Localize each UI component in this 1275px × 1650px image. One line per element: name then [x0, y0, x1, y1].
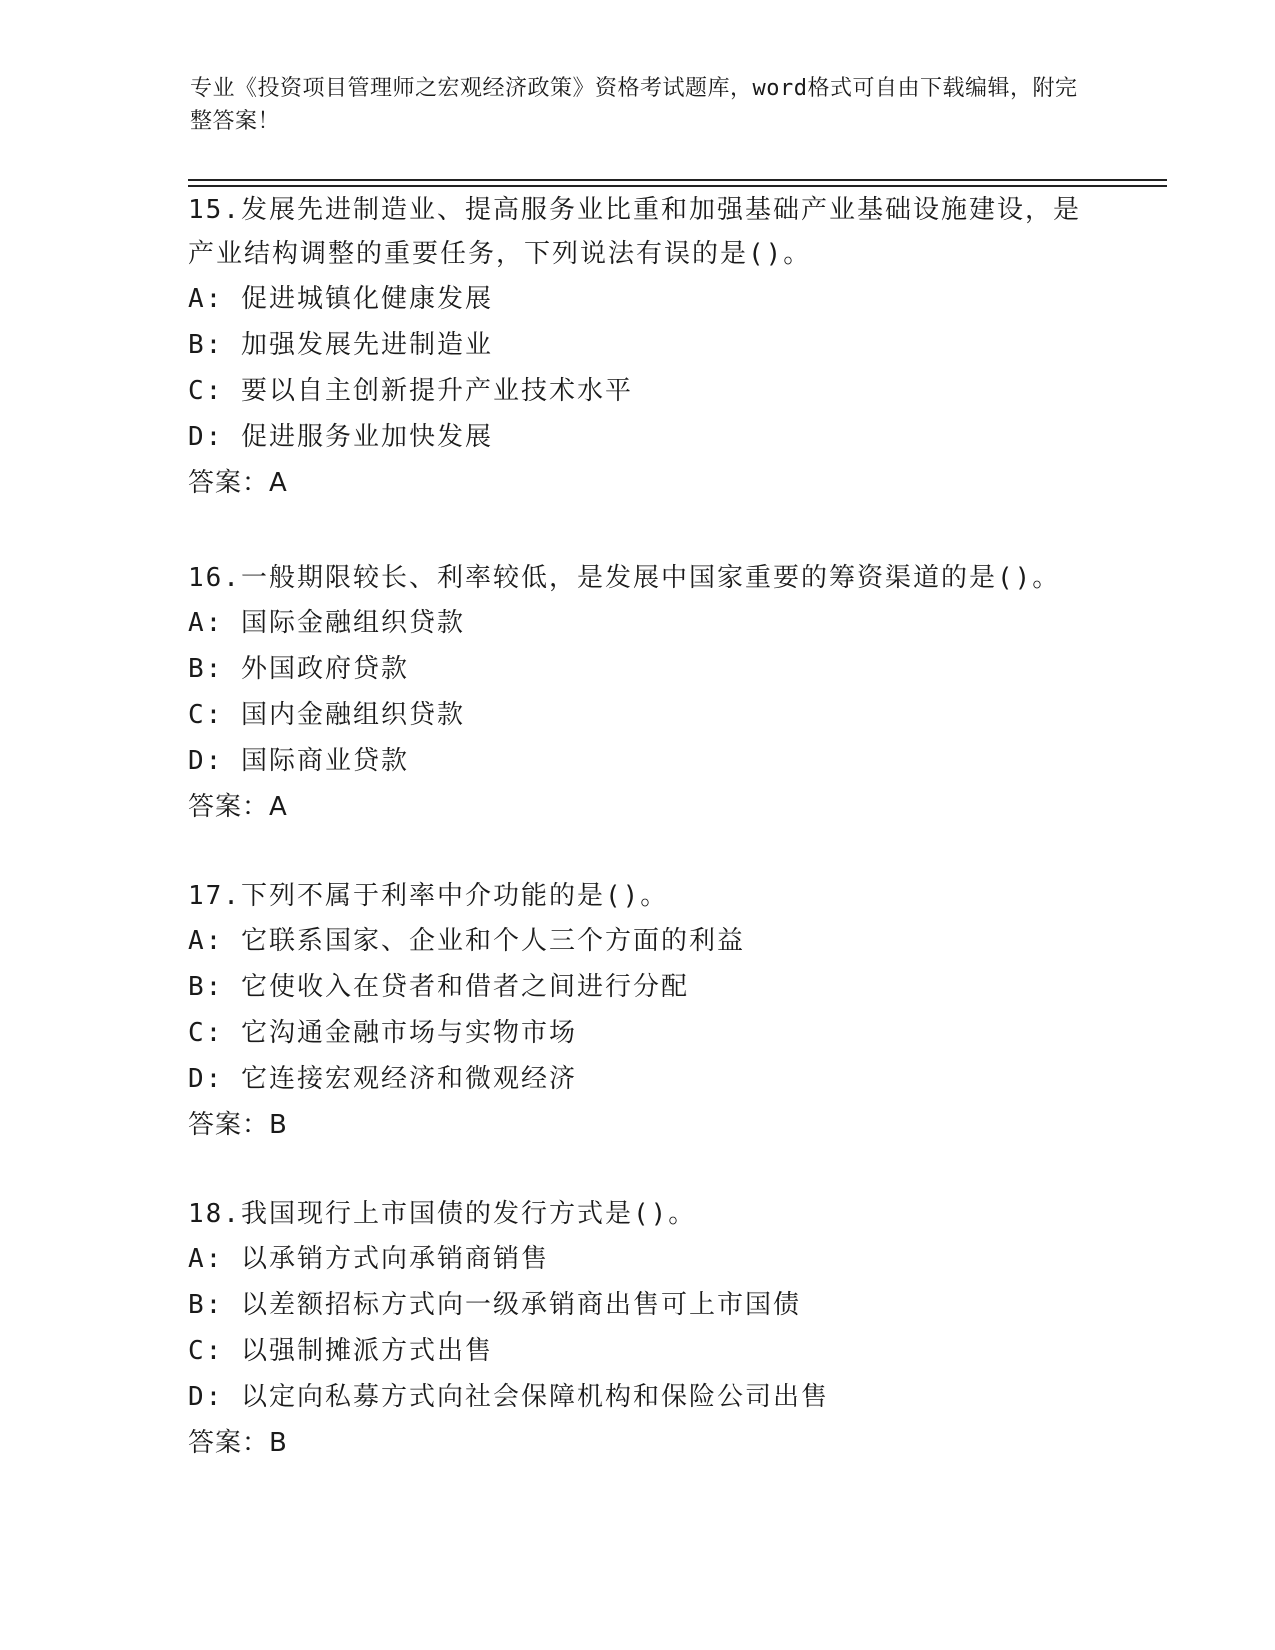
option-key: D:	[188, 746, 224, 776]
option-key: C:	[188, 1018, 224, 1048]
option-key: B:	[188, 654, 224, 684]
header-divider-bottom	[188, 185, 1167, 187]
option-text: 以差额招标方式向一级承销商出售可上市国债	[240, 1290, 801, 1320]
option-key: D:	[188, 1064, 224, 1094]
option-text: 它联系国家、企业和个人三个方面的利益	[240, 926, 745, 956]
option-key: C:	[188, 1336, 224, 1366]
option-text: 它使收入在贷者和借者之间进行分配	[240, 972, 689, 1002]
option-b	[188, 964, 1088, 1010]
option-key: C:	[188, 700, 224, 730]
option-text: 它连接宏观经济和微观经济	[240, 1064, 577, 1094]
option-key: A:	[188, 1244, 224, 1274]
answer-line: 答案：B	[188, 1428, 288, 1458]
document-header: 专业《投资项目管理师之宏观经济政策》资格考试题库，word格式可自由下载编辑，附完整答案！	[190, 76, 1078, 134]
option-c	[188, 368, 1088, 414]
option-key: B:	[188, 972, 224, 1002]
option-c	[188, 1328, 1088, 1374]
option-c	[188, 692, 1088, 738]
option-key: C:	[188, 376, 224, 406]
option-key: B:	[188, 1290, 224, 1320]
question-17	[188, 874, 1088, 1148]
option-text: 以定向私募方式向社会保障机构和保险公司出售	[240, 1382, 829, 1412]
option-text: 国际商业贷款	[240, 746, 409, 776]
option-b	[188, 646, 1088, 692]
question-15	[188, 188, 1088, 506]
option-key: A:	[188, 284, 224, 314]
option-text: 国内金融组织贷款	[240, 700, 465, 730]
question-stem: 16.一般期限较长、利率较低，是发展中国家重要的筹资渠道的是()。	[188, 563, 1061, 593]
option-d	[188, 1374, 1088, 1420]
option-key: D:	[188, 422, 224, 452]
option-a	[188, 276, 1088, 322]
option-key: B:	[188, 330, 224, 360]
option-key: A:	[188, 926, 224, 956]
question-18	[188, 1192, 1088, 1466]
option-d	[188, 1056, 1088, 1102]
header-divider-top	[188, 179, 1167, 181]
option-key: D:	[188, 1382, 224, 1412]
question-stem: 15.发展先进制造业、提高服务业比重和加强基础产业基础设施建设，是产业结构调整的重要任务，下列说法有误的是()。	[188, 195, 1081, 269]
option-a	[188, 918, 1088, 964]
option-text: 以承销方式向承销商销售	[240, 1244, 549, 1274]
option-key: A:	[188, 608, 224, 638]
answer-line: 答案：B	[188, 1110, 288, 1140]
option-b	[188, 1282, 1088, 1328]
option-c	[188, 1010, 1088, 1056]
option-text: 要以自主创新提升产业技术水平	[240, 376, 633, 406]
option-a	[188, 600, 1088, 646]
answer-line: 答案：A	[188, 468, 288, 498]
option-text: 国际金融组织贷款	[240, 608, 465, 638]
option-text: 加强发展先进制造业	[240, 330, 493, 360]
option-b	[188, 322, 1088, 368]
question-stem: 17.下列不属于利率中介功能的是()。	[188, 881, 669, 911]
option-text: 以强制摊派方式出售	[240, 1336, 493, 1366]
option-d	[188, 738, 1088, 784]
answer-line: 答案：A	[188, 792, 288, 822]
option-text: 外国政府贷款	[240, 654, 409, 684]
question-stem: 18.我国现行上市国债的发行方式是()。	[188, 1199, 697, 1229]
question-16	[188, 556, 1088, 830]
option-a	[188, 1236, 1088, 1282]
option-text: 它沟通金融市场与实物市场	[240, 1018, 577, 1048]
option-text: 促进城镇化健康发展	[240, 284, 493, 314]
option-d	[188, 414, 1088, 460]
option-text: 促进服务业加快发展	[240, 422, 493, 452]
